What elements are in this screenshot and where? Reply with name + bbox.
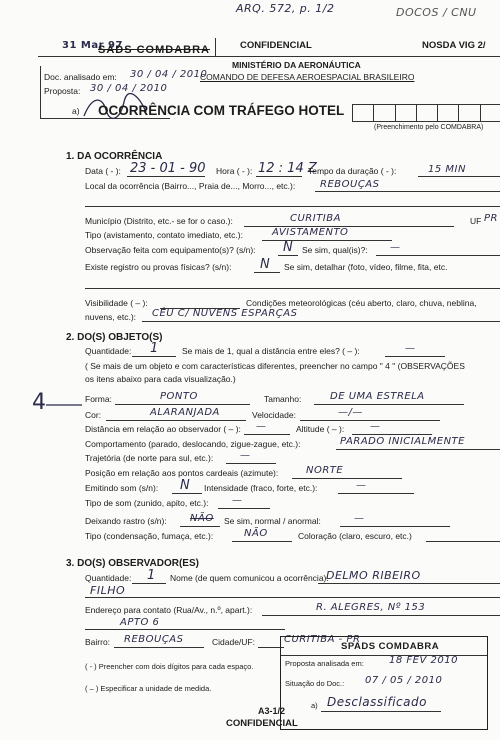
sound-type-label: Tipo de som (zunido, apito, etc.): (85, 498, 209, 508)
city-label: Cidade/UF: (212, 637, 255, 647)
address-value-2: APTO 6 (120, 617, 160, 628)
equipment-which-value: — (390, 242, 401, 253)
section2-heading: 2. DO(S) OBJETO(S) (66, 332, 163, 343)
city-value: CURITIBA - PR (284, 634, 361, 645)
page-number: A3-1/2 (258, 706, 286, 716)
speed-label: Velocidade: (252, 410, 296, 420)
duration-value: 15 MIN (428, 164, 466, 175)
observer-qty-label: Quantidade: (85, 573, 132, 583)
signature-label: a) (72, 106, 80, 116)
observer-name-label: Nome (de quem comunicou a ocorrência): (170, 573, 329, 583)
duration-label: Tempo da duração ( - ): (308, 166, 397, 176)
date-label: Data ( - ): (85, 166, 121, 176)
trajectory-value: — (240, 450, 251, 461)
object-qty-value: 1 (150, 341, 159, 356)
stamp-proposal-label: Proposta analisada em: (285, 659, 364, 668)
margin-arrow-icon (44, 398, 84, 412)
shape-label: Forma: (85, 394, 112, 404)
object-note-1: ( Se mais de um objeto e com características diferentes, preencher no campo " 4 " (OBSERVAÇÕES (85, 361, 465, 371)
stamp-signature-label: a) (311, 701, 318, 710)
size-value: DE UMA ESTRELA (330, 391, 425, 402)
footnote-2: ( – ) Especificar a unidade de medida. (85, 684, 212, 693)
records-value: N (260, 257, 270, 272)
org-struck: SADS COMDABRA (98, 44, 210, 56)
section1-heading: 1. DA OCORRÊNCIA (66, 151, 163, 162)
classification-top: CONFIDENCIAL (240, 40, 312, 51)
district-value: REBOUÇAS (124, 634, 184, 645)
stamp-status-value: 07 / 05 / 2010 (365, 675, 443, 686)
ministry: MINISTÉRIO DA AERONÁUTICA (232, 60, 361, 70)
altitude-label: Altitude ( – ): (296, 424, 345, 434)
hour-label: Hora ( - ): (216, 166, 253, 176)
equipment-which-label: Se sim, qual(is)?: (302, 245, 368, 255)
speed-value: —/— (338, 407, 363, 418)
date-value: 23 - 01 - 90 (130, 161, 206, 176)
observer-qty-value: 1 (147, 568, 156, 583)
altitude-value: — (370, 421, 381, 432)
type-label: Tipo (avistamento, contato imediato, etc.): (85, 230, 243, 240)
color-label: Cor: (85, 410, 102, 420)
records-detail-label: Se sim, detalhar (foto, vídeo, filme, fita, etc. (284, 262, 448, 272)
object-distance-label: Se mais de 1, qual a distância entre eles? ( – ): (182, 346, 360, 356)
color-value: ALARANJADA (150, 407, 220, 418)
box-note: (Preenchimento pelo COMDABRA) (374, 124, 484, 131)
margin-mark: 4 (32, 390, 47, 415)
object-distance-value: — (405, 343, 416, 354)
trail-type-label: Tipo (condensação, fumaça, etc.): (85, 531, 214, 541)
comdabra-boxes (352, 104, 500, 122)
weather-label-2: nuvens, etc.): (85, 312, 137, 322)
sound-type-value: — (232, 495, 243, 506)
equipment-label: Observação feita com equipamento(s)? (s/n): (85, 245, 256, 255)
intensity-value: — (356, 480, 367, 491)
footnote-1: ( - ) Preencher com dois dígitos para cada espaço. (85, 662, 254, 671)
uf-value: PR (484, 213, 498, 224)
form-title: OCORRÊNCIA COM TRÁFEGO HOTEL (98, 103, 345, 118)
proposal-label: Proposta: (44, 86, 81, 96)
trail-type-value: NÃO (244, 528, 268, 539)
weather-label: Condições meteorológicas (céu aberto, claro, chuva, neblina, (246, 298, 477, 308)
stamp-title: SPADS COMDABRA (341, 641, 440, 652)
azimuth-label: Posição em relação aos pontos cardeais (azimute): (85, 468, 279, 478)
trajectory-label: Trajetória (de norte para sul, etc.): (85, 453, 214, 463)
trail-value: NÃO (190, 513, 214, 524)
type-value: AVISTAMENTO (272, 227, 349, 238)
behavior-label: Comportamento (parado, deslocando, zigue-zague, etc.): (85, 439, 301, 449)
visibility-label: Visibilidade ( – ): (85, 298, 148, 308)
archive-note-right: DOCOS / CNU (396, 6, 477, 19)
classification-bottom: CONFIDENCIAL (226, 718, 298, 729)
object-qty-label: Quantidade: (85, 346, 132, 356)
address-value: R. ALEGRES, Nº 153 (316, 602, 426, 613)
district-label: Bairro: (85, 637, 111, 647)
hour-value: 12 : 14 Z (258, 161, 317, 176)
trail-normal-label: Se sim, normal / anormal: (224, 516, 321, 526)
archive-note: ARQ. 572, p. 1/2 (236, 2, 335, 15)
handwritten-date: 31 Mar 97 (62, 40, 123, 51)
object-note-2: os itens abaixo para cada visualização.) (85, 374, 236, 384)
doc-analyzed-label: Doc. analisado em: (44, 72, 117, 82)
stamp-status-label: Situação do Doc.: (285, 679, 345, 688)
stamp-proposal-value: 18 FEV 2010 (389, 655, 458, 666)
intensity-label: Intensidade (fraco, forte, etc.): (204, 483, 318, 493)
uf-label: UF (470, 216, 482, 226)
location-value: REBOUÇAS (320, 179, 380, 190)
section3-heading: 3. DO(S) OBSERVADOR(ES) (66, 558, 199, 569)
sound-label: Emitindo som (s/n): (85, 483, 159, 493)
doc-analyzed-value: 30 / 04 / 2010 (130, 69, 208, 80)
address-label: Endereço para contato (Rua/Av., n.º, apart.): (85, 605, 253, 615)
trail-normal-value: — (354, 513, 365, 524)
sound-value: N (180, 478, 190, 493)
equipment-value: N (283, 240, 293, 255)
nosda-code: NOSDA VIG 2/ (422, 40, 486, 51)
municipality-label: Município (Distrito, etc.- se for o caso.): (85, 216, 233, 226)
records-label: Existe registro ou provas físicas? (s/n): (85, 262, 232, 272)
coloration-label: Coloração (claro, escuro, etc.) (298, 531, 412, 541)
location-label: Local da ocorrência (Bairro..., Praia de..., Morro..., etc.): (85, 181, 296, 191)
trail-label: Deixando rastro (s/n): (85, 516, 167, 526)
observer-distance-value: — (256, 421, 267, 432)
proposal-value: 30 / 04 / 2010 (90, 83, 168, 94)
shape-value: PONTO (160, 391, 198, 402)
command-name: COMANDO DE DEFESA AEROESPACIAL BRASILEIRO (200, 72, 415, 82)
observer-name-value-2: FILHO (90, 584, 126, 597)
observer-name-value: DELMO RIBEIRO (326, 569, 421, 582)
stamp-signature-value: Desclassificado (327, 695, 427, 709)
azimuth-value: NORTE (306, 465, 344, 476)
weather-value: CÉU C/ NUVENS ESPARÇAS (152, 308, 298, 319)
spads-stamp (280, 636, 488, 730)
behavior-value: PARADO INICIALMENTE (340, 436, 465, 447)
size-label: Tamanho: (264, 394, 302, 404)
municipality-value: CURITIBA (290, 213, 341, 224)
observer-distance-label: Distância em relação ao observador ( – ): (85, 424, 241, 434)
